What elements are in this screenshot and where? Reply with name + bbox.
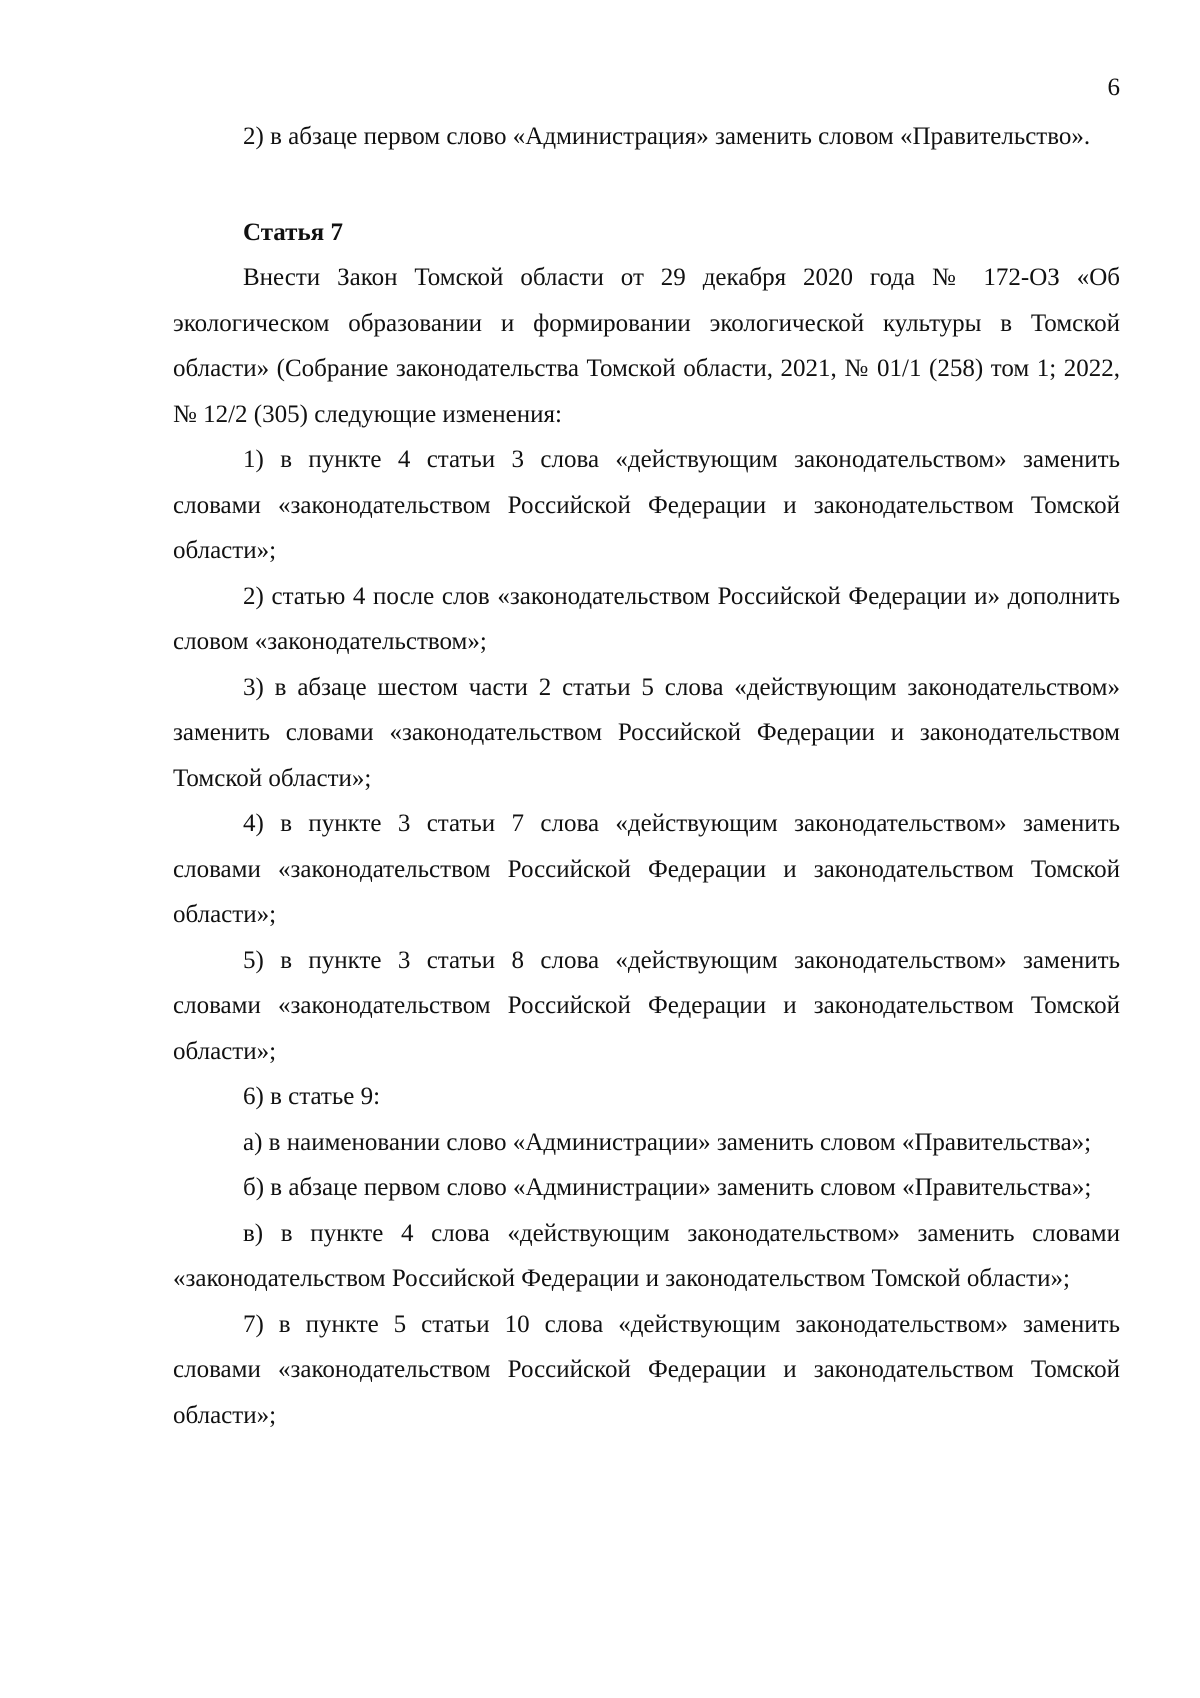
intro-item: 2) в абзаце первом слово «Администрация» заменить словом «Правительство». — [243, 123, 1091, 150]
page-number: 6 — [1107, 74, 1120, 101]
list-item: 6) в статье 9: — [243, 1083, 381, 1110]
list-item: 7) в пункте 5 статьи 10 слова «действующим законодательством» заменить словами «законодательством Российской Федерации и законодательством Томской области»; — [173, 1310, 1120, 1429]
list-item: а) в наименовании слово «Администрации» заменить словом «Правительства»; — [243, 1128, 1092, 1156]
list-item: 3) в абзаце шестом части 2 статьи 5 слова «действующим законодательством» заменить словами «законодательством Российской Федерации и законодательством Томской области»; — [173, 673, 1120, 792]
article-preamble: Внести Закон Томской области от 29 декабря 2020 года № 172-ОЗ «Об экологическом образовании и формировании экологической культуры в Томской области» (Собрание законодательства Томской области, 2021, № 01/1 (258) том 1; 2022, № 12/2 (305) следующие изменения: — [173, 264, 1120, 428]
list-item: в) в пункте 4 слова «действующим законодательством» заменить словами «законодательством Российской Федерации и законодательством Томской области»; — [173, 1219, 1120, 1292]
list-item: 5) в пункте 3 статьи 8 слова «действующим законодательством» заменить словами «законодательством Российской Федерации и законодательством Томской области»; — [173, 946, 1120, 1065]
article-heading: Статья 7 — [243, 218, 343, 246]
list-item: 2) статью 4 после слов «законодательством Российской Федерации и» дополнить словом «законодательством»; — [173, 582, 1120, 655]
document-body — [173, 114, 1120, 1438]
list-item: 1) в пункте 4 статьи 3 слова «действующим законодательством» заменить словами «законодательством Российской Федерации и законодательством Томской области»; — [173, 446, 1120, 564]
list-item: 4) в пункте 3 статьи 7 слова «действующим законодательством» заменить словами «законодательством Российской Федерации и законодательством Томской области»; — [173, 810, 1120, 928]
list-item: б) в абзаце первом слово «Администрации» заменить словом «Правительства»; — [243, 1174, 1092, 1201]
